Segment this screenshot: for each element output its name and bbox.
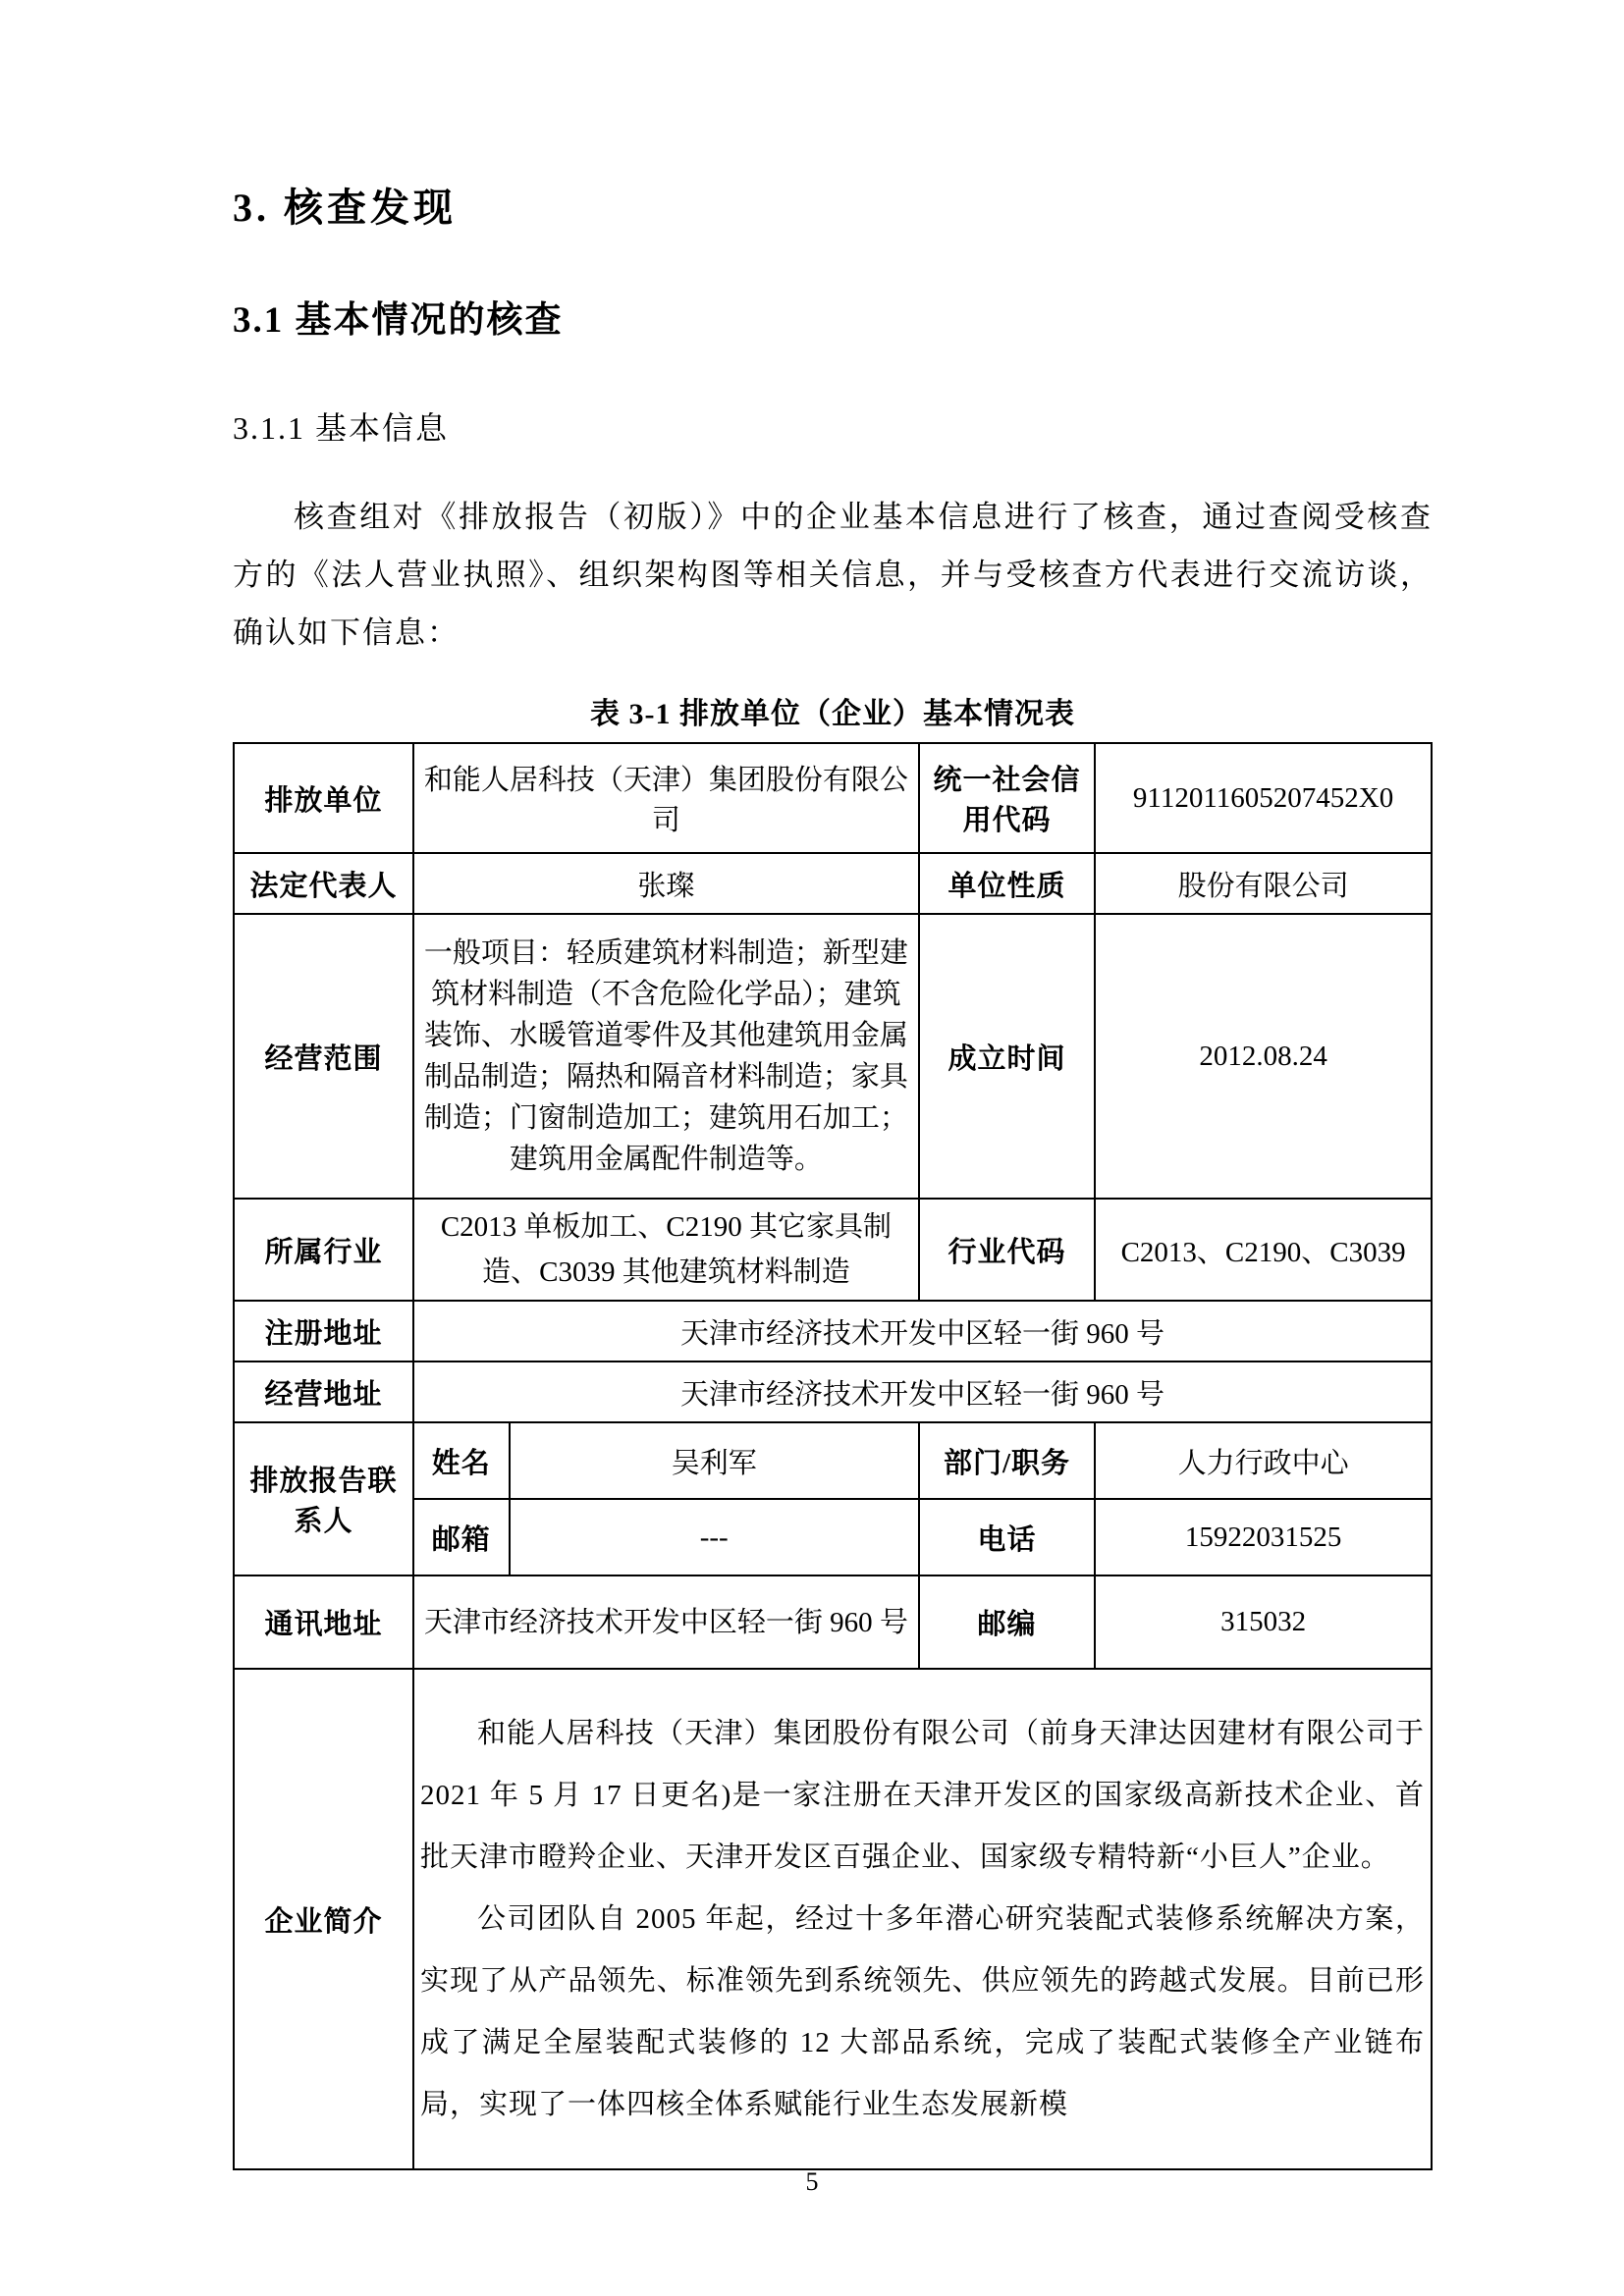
credit-code-label: 统一社会信用代码 bbox=[919, 743, 1095, 853]
industry-value: C2013 单板加工、C2190 其它家具制造、C3039 其他建筑材料制造 bbox=[413, 1199, 919, 1301]
contact-email-label: 邮箱 bbox=[413, 1499, 510, 1575]
table-row bbox=[234, 1422, 1432, 1499]
company-profile-value bbox=[413, 1669, 1432, 2169]
contact-label: 排放报告联系人 bbox=[234, 1422, 413, 1575]
page-number: 5 bbox=[805, 2167, 819, 2196]
table-row bbox=[234, 1301, 1432, 1362]
subsection-heading: 3.1 基本情况的核查 bbox=[233, 300, 564, 341]
section-heading: 3. 核查发现 bbox=[233, 186, 457, 230]
legal-rep-label: 法定代表人 bbox=[234, 853, 413, 914]
mailing-address-value: 天津市经济技术开发中区轻一街 960 号 bbox=[413, 1575, 919, 1669]
establish-date-value: 2012.08.24 bbox=[1095, 914, 1432, 1199]
legal-rep-value: 张璨 bbox=[413, 853, 919, 914]
credit-code-value: 9112011605207452X0 bbox=[1095, 743, 1432, 853]
unit-nature-label: 单位性质 bbox=[919, 853, 1095, 914]
table-row bbox=[234, 914, 1432, 1199]
contact-name-value: 吴利军 bbox=[510, 1422, 919, 1499]
emission-unit-value: 和能人居科技（天津）集团股份有限公司 bbox=[413, 743, 919, 853]
table-row bbox=[234, 1575, 1432, 1669]
business-scope-label: 经营范围 bbox=[234, 914, 413, 1199]
contact-email-value: --- bbox=[510, 1499, 919, 1575]
registered-address-value: 天津市经济技术开发中区轻一街 960 号 bbox=[413, 1301, 1432, 1362]
contact-dept-value: 人力行政中心 bbox=[1095, 1422, 1432, 1499]
registered-address-label: 注册地址 bbox=[234, 1301, 413, 1362]
industry-code-value: C2013、C2190、C3039 bbox=[1095, 1199, 1432, 1301]
company-profile-paragraph: 公司团队自 2005 年起，经过十多年潜心研究装配式装修系统解决方案，实现了从产品领先、标准领先到系统领先、供应领先的跨越式发展。目前已形成了满足全屋装配式装修的 12 大部品系统，完成了装配式装修全产业链布局，实现了一体四核全体系赋能行业生态发展新模 bbox=[420, 1902, 1425, 2120]
unit-nature-value: 股份有限公司 bbox=[1095, 853, 1432, 914]
table-row bbox=[234, 1499, 1432, 1575]
subsubsection-heading: 3.1.1 基本信息 bbox=[233, 410, 450, 446]
emission-unit-label: 排放单位 bbox=[234, 743, 413, 853]
contact-name-label: 姓名 bbox=[413, 1422, 510, 1499]
contact-phone-label: 电话 bbox=[919, 1499, 1095, 1575]
postcode-label: 邮编 bbox=[919, 1575, 1095, 1669]
table-row bbox=[234, 1362, 1432, 1422]
company-profile-label: 企业简介 bbox=[234, 1669, 413, 2169]
company-profile-paragraph: 和能人居科技（天津）集团股份有限公司（前身天津达因建材有限公司于 2021 年 5 月 17 日更名)是一家注册在天津开发区的国家级高新技术企业、首批天津市瞪羚企业、天津开发区百强企业、国家级专精特新“小巨人”企业。 bbox=[420, 1717, 1425, 1873]
table-title: 表 3-1 排放单位（企业）基本情况表 bbox=[590, 698, 1075, 730]
postcode-value: 315032 bbox=[1095, 1575, 1432, 1669]
table-row bbox=[234, 743, 1432, 853]
establish-date-label: 成立时间 bbox=[919, 914, 1095, 1199]
page-content bbox=[233, 177, 1433, 2170]
intro-paragraph: 核查组对《排放报告（初版）》中的企业基本信息进行了核查，通过查阅受核查方的《法人营业执照》、组织架构图等相关信息，并与受核查方代表进行交流访谈，确认如下信息： bbox=[233, 500, 1433, 650]
contact-dept-label: 部门/职务 bbox=[919, 1422, 1095, 1499]
industry-code-label: 行业代码 bbox=[919, 1199, 1095, 1301]
business-address-value: 天津市经济技术开发中区轻一街 960 号 bbox=[413, 1362, 1432, 1422]
table-row bbox=[234, 1669, 1432, 2169]
table-row bbox=[234, 1199, 1432, 1301]
table-row bbox=[234, 853, 1432, 914]
basic-info-table bbox=[233, 742, 1433, 2170]
business-scope-value: 一般项目：轻质建筑材料制造；新型建筑材料制造（不含危险化学品）；建筑装饰、水暖管道零件及其他建筑用金属制品制造；隔热和隔音材料制造；家具制造；门窗制造加工；建筑用石加工；建筑用金属配件制造等。 bbox=[413, 914, 919, 1199]
mailing-address-label: 通讯地址 bbox=[234, 1575, 413, 1669]
industry-label: 所属行业 bbox=[234, 1199, 413, 1301]
contact-phone-value: 15922031525 bbox=[1095, 1499, 1432, 1575]
business-address-label: 经营地址 bbox=[234, 1362, 413, 1422]
